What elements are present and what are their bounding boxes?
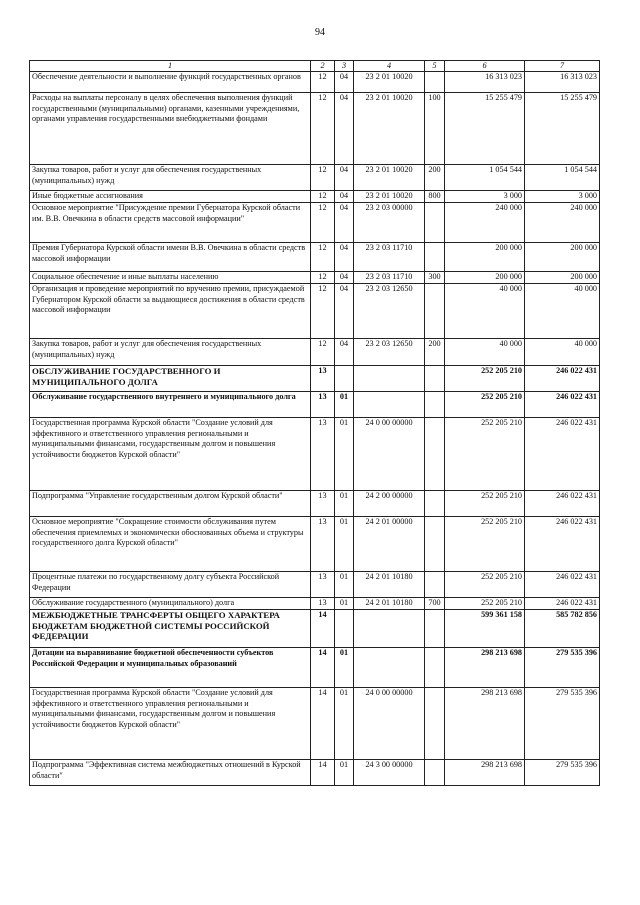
row-target-article-cell: 23 2 01 10020 (354, 72, 425, 93)
row-name-cell: Подпрограмма "Управление государственным долгом Курской области" (30, 491, 311, 517)
row-section-cell: 14 (311, 610, 335, 648)
budget-table (29, 60, 600, 786)
row-expense-type-cell (425, 392, 445, 418)
header-col-3: 3 (335, 61, 354, 72)
table-row (30, 648, 600, 688)
row-amount-year2-cell: 246 022 431 (525, 598, 600, 610)
row-amount-year2-cell: 200 000 (525, 243, 600, 272)
row-amount-year2-cell: 246 022 431 (525, 392, 600, 418)
row-amount-year1-cell: 200 000 (445, 243, 525, 272)
row-target-article-cell: 24 2 01 10180 (354, 572, 425, 598)
row-amount-year1-cell: 599 361 158 (445, 610, 525, 648)
row-amount-year1-cell: 298 213 698 (445, 688, 525, 760)
row-amount-year1-cell: 1 054 544 (445, 165, 525, 191)
row-target-article-cell: 23 2 03 00000 (354, 203, 425, 243)
row-name-cell: Организация и проведение мероприятий по вручению премии, присуждаемой Губернатором Курской области за выдающиеся достижения в области средств массовой информации (30, 284, 311, 339)
header-col-2: 2 (311, 61, 335, 72)
row-amount-year1-cell: 252 205 210 (445, 392, 525, 418)
row-subsection-cell: 04 (335, 203, 354, 243)
row-amount-year1-cell: 252 205 210 (445, 366, 525, 392)
row-amount-year1-cell: 40 000 (445, 284, 525, 339)
row-name-cell: Премия Губернатора Курской области имени В.В. Овечкина в области средств массовой информации (30, 243, 311, 272)
row-expense-type-cell (425, 491, 445, 517)
row-subsection-cell: 01 (335, 688, 354, 760)
row-target-article-cell: 24 3 00 00000 (354, 760, 425, 786)
table-row (30, 339, 600, 366)
table-row (30, 760, 600, 786)
row-subsection-cell: 01 (335, 418, 354, 491)
row-name-cell: Процентные платежи по государственному долгу субъекта Российской Федерации (30, 572, 311, 598)
row-name-cell: Основное мероприятие "Присуждение премии Губернатора Курской области им. В.В. Овечкина в области средств массовой информации" (30, 203, 311, 243)
row-target-article-cell: 23 2 03 12650 (354, 339, 425, 366)
table-row (30, 191, 600, 203)
row-expense-type-cell: 200 (425, 165, 445, 191)
row-target-article-cell: 23 2 03 11710 (354, 243, 425, 272)
row-amount-year1-cell: 200 000 (445, 272, 525, 284)
row-name-cell: Подпрограмма "Эффективная система межбюджетных отношений в Курской области" (30, 760, 311, 786)
row-amount-year2-cell: 246 022 431 (525, 491, 600, 517)
row-section-cell: 14 (311, 688, 335, 760)
row-section-cell: 12 (311, 72, 335, 93)
row-section-cell: 14 (311, 760, 335, 786)
row-amount-year2-cell: 246 022 431 (525, 517, 600, 572)
row-subsection-cell: 01 (335, 517, 354, 572)
row-expense-type-cell (425, 572, 445, 598)
row-subsection-cell: 01 (335, 598, 354, 610)
row-amount-year2-cell: 240 000 (525, 203, 600, 243)
row-expense-type-cell (425, 72, 445, 93)
table-row (30, 418, 600, 491)
row-amount-year1-cell: 240 000 (445, 203, 525, 243)
row-target-article-cell: 24 0 00 00000 (354, 688, 425, 760)
row-expense-type-cell: 100 (425, 93, 445, 165)
row-expense-type-cell: 800 (425, 191, 445, 203)
row-name-cell: Расходы на выплаты персоналу в целях обеспечения выполнения функций государственными (муниципальными) органами, казенными учреждениями, органами управления государственными внебюджетными фондами (30, 93, 311, 165)
table-row (30, 284, 600, 339)
header-col-1: 1 (30, 61, 311, 72)
row-name-cell: Обеспечение деятельности и выполнение функций государственных органов (30, 72, 311, 93)
table-row (30, 610, 600, 648)
row-amount-year1-cell: 3 000 (445, 191, 525, 203)
row-target-article-cell: 23 2 01 10020 (354, 191, 425, 203)
row-expense-type-cell: 700 (425, 598, 445, 610)
row-section-cell: 14 (311, 648, 335, 688)
row-amount-year1-cell: 16 313 023 (445, 72, 525, 93)
row-target-article-cell (354, 392, 425, 418)
table-row (30, 688, 600, 760)
row-subsection-cell (335, 366, 354, 392)
row-name-cell: Дотации на выравнивание бюджетной обеспеченности субъектов Российской Федерации и муниципальных образований (30, 648, 311, 688)
row-amount-year1-cell: 298 213 698 (445, 760, 525, 786)
row-amount-year2-cell: 279 535 396 (525, 688, 600, 760)
row-amount-year1-cell: 252 205 210 (445, 572, 525, 598)
row-section-cell: 12 (311, 203, 335, 243)
row-amount-year2-cell: 1 054 544 (525, 165, 600, 191)
row-subsection-cell: 01 (335, 392, 354, 418)
row-amount-year2-cell: 246 022 431 (525, 366, 600, 392)
row-target-article-cell: 24 2 00 00000 (354, 491, 425, 517)
row-target-article-cell (354, 648, 425, 688)
row-amount-year2-cell: 200 000 (525, 272, 600, 284)
row-amount-year2-cell: 279 535 396 (525, 648, 600, 688)
row-name-cell: Обслуживание государственного внутреннего и муниципального долга (30, 392, 311, 418)
row-amount-year2-cell: 585 782 856 (525, 610, 600, 648)
row-target-article-cell: 24 0 00 00000 (354, 418, 425, 491)
row-expense-type-cell (425, 688, 445, 760)
table-row (30, 517, 600, 572)
row-target-article-cell: 24 2 01 00000 (354, 517, 425, 572)
row-expense-type-cell (425, 648, 445, 688)
row-amount-year1-cell: 252 205 210 (445, 598, 525, 610)
row-section-cell: 12 (311, 165, 335, 191)
table-row (30, 272, 600, 284)
row-section-cell: 13 (311, 366, 335, 392)
row-name-cell: Обслуживание государственного (муниципального) долга (30, 598, 311, 610)
row-amount-year1-cell: 252 205 210 (445, 517, 525, 572)
row-subsection-cell: 04 (335, 165, 354, 191)
row-expense-type-cell: 200 (425, 339, 445, 366)
row-target-article-cell: 23 2 03 11710 (354, 272, 425, 284)
row-subsection-cell: 04 (335, 339, 354, 366)
row-amount-year1-cell: 252 205 210 (445, 491, 525, 517)
row-subsection-cell: 04 (335, 284, 354, 339)
row-amount-year2-cell: 16 313 023 (525, 72, 600, 93)
table-row (30, 243, 600, 272)
row-name-cell: Закупка товаров, работ и услуг для обеспечения государственных (муниципальных) нужд (30, 165, 311, 191)
row-subsection-cell: 01 (335, 760, 354, 786)
table-row (30, 572, 600, 598)
row-amount-year1-cell: 298 213 698 (445, 648, 525, 688)
row-section-cell: 12 (311, 272, 335, 284)
row-section-cell: 12 (311, 243, 335, 272)
row-expense-type-cell (425, 760, 445, 786)
row-expense-type-cell (425, 366, 445, 392)
row-section-cell: 13 (311, 598, 335, 610)
row-section-cell: 12 (311, 284, 335, 339)
header-col-5: 5 (425, 61, 445, 72)
row-amount-year2-cell: 246 022 431 (525, 418, 600, 491)
row-section-cell: 13 (311, 572, 335, 598)
row-amount-year2-cell: 40 000 (525, 284, 600, 339)
row-section-cell: 13 (311, 418, 335, 491)
row-name-cell: МЕЖБЮДЖЕТНЫЕ ТРАНСФЕРТЫ ОБЩЕГО ХАРАКТЕРА БЮДЖЕТАМ БЮДЖЕТНОЙ СИСТЕМЫ РОССИЙСКОЙ ФЕДЕРАЦИИ (30, 610, 311, 648)
row-expense-type-cell (425, 418, 445, 491)
row-expense-type-cell (425, 203, 445, 243)
row-expense-type-cell (425, 610, 445, 648)
row-name-cell: Иные бюджетные ассигнования (30, 191, 311, 203)
row-target-article-cell: 24 2 01 10180 (354, 598, 425, 610)
row-name-cell: Социальное обеспечение и иные выплаты населению (30, 272, 311, 284)
row-amount-year2-cell: 3 000 (525, 191, 600, 203)
row-subsection-cell: 04 (335, 93, 354, 165)
row-subsection-cell: 04 (335, 72, 354, 93)
header-col-7: 7 (525, 61, 600, 72)
row-target-article-cell: 23 2 03 12650 (354, 284, 425, 339)
row-section-cell: 13 (311, 517, 335, 572)
table-body (30, 72, 600, 786)
row-expense-type-cell (425, 284, 445, 339)
header-col-6: 6 (445, 61, 525, 72)
table-row (30, 392, 600, 418)
row-subsection-cell (335, 610, 354, 648)
row-name-cell: Закупка товаров, работ и услуг для обеспечения государственных (муниципальных) нужд (30, 339, 311, 366)
row-subsection-cell: 01 (335, 572, 354, 598)
table-row (30, 165, 600, 191)
table-row (30, 598, 600, 610)
header-col-4: 4 (354, 61, 425, 72)
row-target-article-cell: 23 2 01 10020 (354, 93, 425, 165)
row-section-cell: 13 (311, 392, 335, 418)
page-number: 94 (315, 27, 325, 38)
row-amount-year2-cell: 15 255 479 (525, 93, 600, 165)
header-row (30, 61, 600, 72)
row-expense-type-cell (425, 517, 445, 572)
row-subsection-cell: 04 (335, 272, 354, 284)
table-row (30, 491, 600, 517)
row-amount-year1-cell: 40 000 (445, 339, 525, 366)
row-subsection-cell: 01 (335, 491, 354, 517)
row-section-cell: 12 (311, 339, 335, 366)
table-row (30, 366, 600, 392)
row-section-cell: 12 (311, 191, 335, 203)
row-name-cell: Государственная программа Курской области "Создание условий для эффективного и ответственного управления региональными и муниципальными финансами, государственным долгом и повышения устойчивости бюджетов Курской области" (30, 418, 311, 491)
row-subsection-cell: 01 (335, 648, 354, 688)
row-target-article-cell (354, 610, 425, 648)
row-target-article-cell (354, 366, 425, 392)
row-expense-type-cell: 300 (425, 272, 445, 284)
table-row (30, 203, 600, 243)
row-section-cell: 12 (311, 93, 335, 165)
row-expense-type-cell (425, 243, 445, 272)
row-name-cell: ОБСЛУЖИВАНИЕ ГОСУДАРСТВЕННОГО И МУНИЦИПАЛЬНОГО ДОЛГА (30, 366, 311, 392)
row-amount-year2-cell: 279 535 396 (525, 760, 600, 786)
row-subsection-cell: 04 (335, 243, 354, 272)
row-target-article-cell: 23 2 01 10020 (354, 165, 425, 191)
row-amount-year2-cell: 40 000 (525, 339, 600, 366)
table-row (30, 72, 600, 93)
table-row (30, 93, 600, 165)
row-name-cell: Основное мероприятие "Сокращение стоимости обслуживания путем обеспечения приемлемых и экономически обоснованных объема и структуры государственного долга Курской области" (30, 517, 311, 572)
row-subsection-cell: 04 (335, 191, 354, 203)
row-amount-year1-cell: 15 255 479 (445, 93, 525, 165)
row-section-cell: 13 (311, 491, 335, 517)
row-amount-year1-cell: 252 205 210 (445, 418, 525, 491)
row-name-cell: Государственная программа Курской области "Создание условий для эффективного и ответственного управления региональными и муниципальными финансами, государственным долгом и повышения устойчивости бюджетов Курской области" (30, 688, 311, 760)
row-amount-year2-cell: 246 022 431 (525, 572, 600, 598)
